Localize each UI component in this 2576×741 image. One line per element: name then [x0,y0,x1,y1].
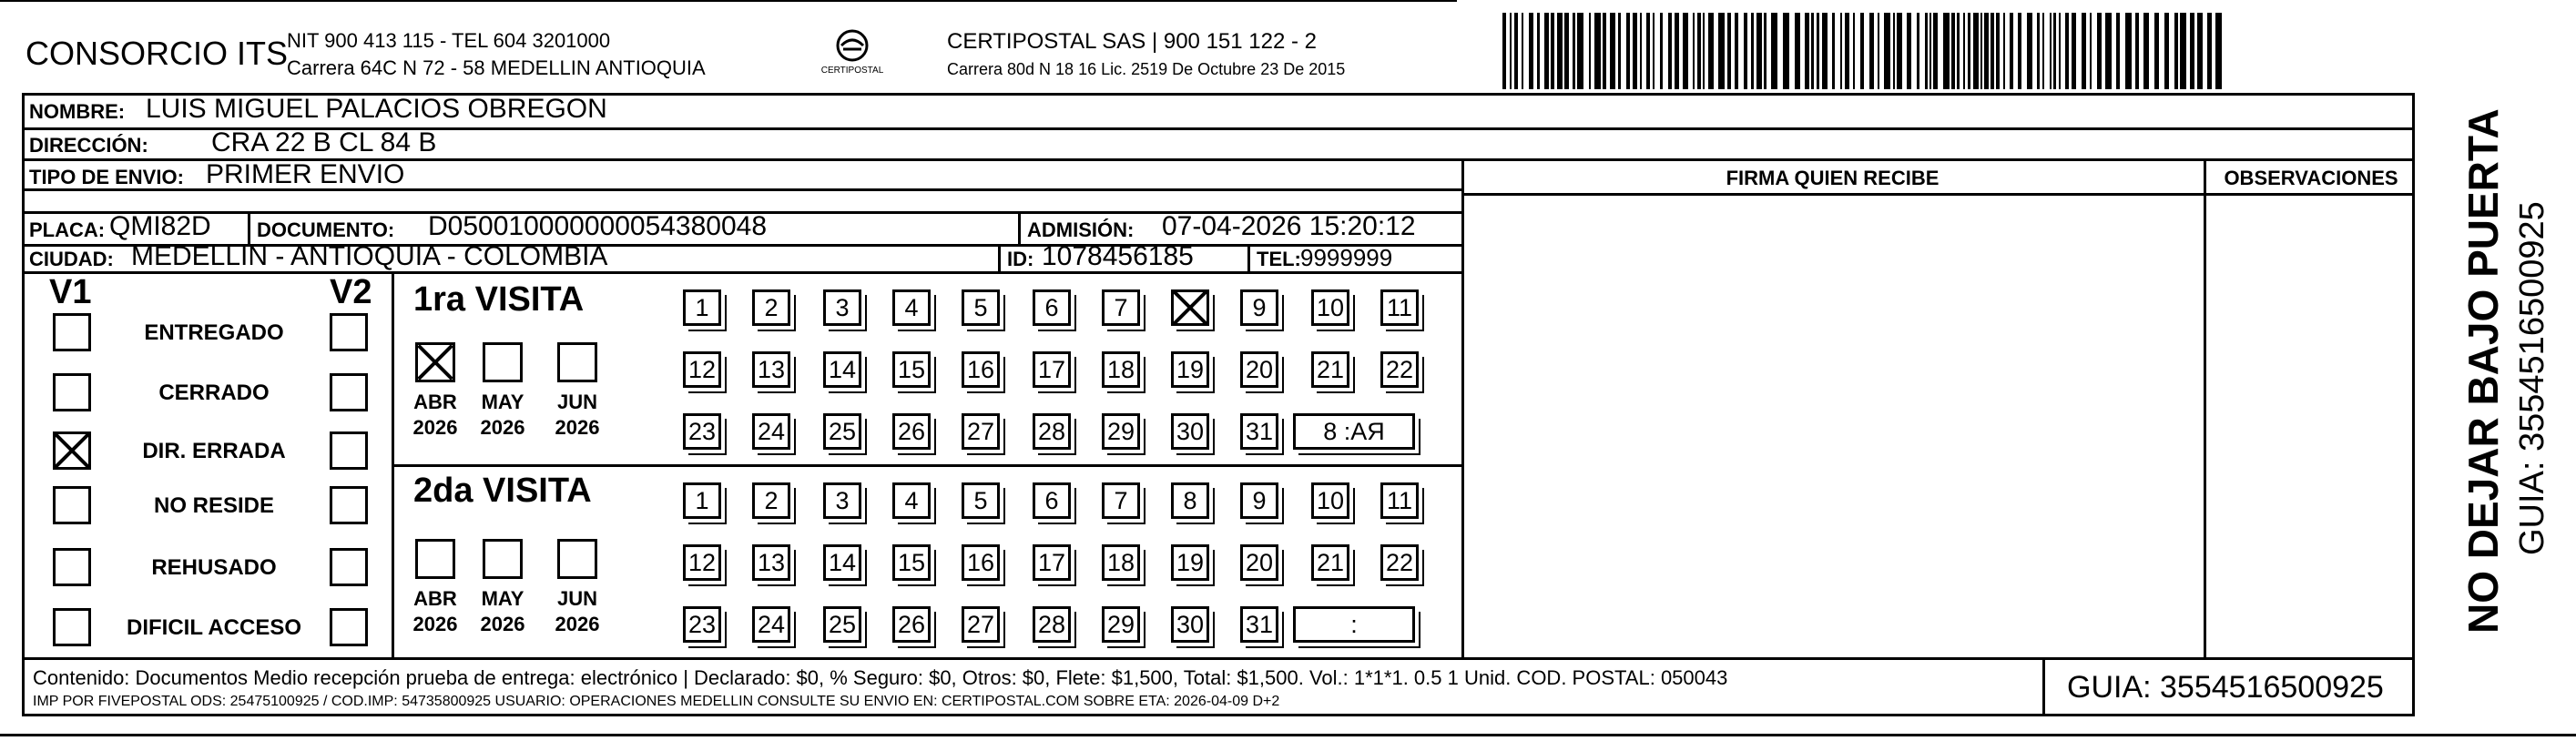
barcode-bar [1963,13,1965,89]
barcode-bar [1811,13,1814,89]
barcode-bar [1869,13,1874,89]
barcode-bar [1951,13,1955,89]
barcode-bar [1703,13,1705,89]
visit2-day-box[interactable]: 24 [752,606,790,643]
visit2-day-box[interactable]: 3 [823,482,861,519]
footer-guia: GUIA: 3554516500925 [2067,670,2384,705]
barcode-bar [2207,13,2212,89]
visit1-day-box[interactable]: 10 [1311,289,1349,326]
status-label: ENTREGADO [144,320,284,345]
barcode-bar [2050,13,2052,89]
barcode-bar [1653,13,1655,89]
visit1-day-box[interactable]: 13 [752,351,790,388]
barcode-bar [1840,13,1842,89]
barcode-bar [1783,13,1789,89]
visit1-day-box[interactable]: 16 [962,351,1000,388]
tel-value: 9999999 [1300,244,1393,271]
side-guia: GUIA: 3554516500925 [2513,201,2551,555]
visit1-day-box[interactable]: 5 [962,289,1000,326]
barcode-bar [2116,13,2120,89]
barcode-bar [1573,13,1575,89]
barcode-bar [1522,13,1523,89]
visit2-day-box[interactable]: 7 [1102,482,1140,519]
barcode-bar [1925,13,1928,89]
barcode-bar [2059,13,2061,89]
barcode-bar [1660,13,1663,89]
visit2-month-checkbox[interactable] [415,539,455,579]
visit1-day-box[interactable]: 26 [892,413,931,450]
barcode-bar [1860,13,1864,89]
barcode-bar [2027,13,2032,89]
barcode-bar [1727,13,1731,89]
barcode-bar [1907,13,1911,89]
v1-checkbox[interactable] [53,313,91,351]
admision-label: ADMISIÓN: [1027,218,1135,241]
barcode-bar [2003,13,2005,89]
barcode-bar [1897,13,1902,89]
visit2-day-box[interactable]: 31 [1240,606,1278,643]
barcode-bar [2042,13,2044,89]
barcode-bar [2018,13,2021,89]
visit1-day-box[interactable]: 21 [1311,351,1349,388]
documento-value: D050010000000054380048 [428,211,768,241]
visit2-day-box[interactable]: 10 [1311,482,1349,519]
v1-checkbox[interactable] [53,431,91,470]
barcode-bar [1980,13,1982,89]
footer-imp: IMP POR FIVEPOSTAL ODS: 25475100925 / COD.IMP: 54735800925 USUARIO: OPERACIONES MEDELLIN CONSULTE SU ENVIO EN: CERTIPOSTAL.COM SOBRE ETA: 2026-04-09 D+2 [33,694,1280,709]
barcode-bar [1917,13,1919,89]
barcode-bar [2125,13,2132,89]
visit1-month-year: 2026 [480,416,525,439]
barcode-bar [1708,13,1714,89]
barcode-bar [1683,13,1688,89]
status-label: NO RESIDE [153,493,275,518]
visit2-day-box[interactable]: 25 [823,606,861,643]
barcode-bar [2154,13,2159,89]
visit2-month-checkbox[interactable] [483,539,523,579]
visit1-day-box[interactable]: 18 [1102,351,1140,388]
visit2-day-box[interactable]: 23 [683,606,721,643]
barcode-bar [1933,13,1938,89]
barcode-bar [1626,13,1630,89]
visit1-day-box[interactable]: 2 [752,289,790,326]
barcode-bar [1646,13,1650,89]
barcode-bar [1557,13,1563,89]
visit2-day-box[interactable]: 29 [1102,606,1140,643]
certipostal-logo [816,27,889,82]
barcode-bar [2072,13,2076,89]
placa-value: QMI82D [109,211,211,241]
v2-header: V2 [330,273,372,311]
barcode-bar [1551,13,1554,89]
ciudad-label: CIUDAD: [29,248,114,270]
visit2-month-label: JUN [556,587,597,610]
barcode-bar [1878,13,1879,89]
visit2-day-box[interactable]: 21 [1311,544,1349,581]
barcode-bar [2197,13,2203,89]
barcode-bar [1817,13,1819,89]
tipo-value: PRIMER ENVIO [206,159,405,189]
barcode-bar [1822,13,1828,89]
visit2-day-box[interactable]: 18 [1102,544,1140,581]
visit2-month-label: MAY [481,587,524,610]
v2-checkbox[interactable] [330,486,368,524]
visit1-month-checkbox[interactable] [483,342,523,382]
row-line [392,464,1464,467]
v2-checkbox[interactable] [330,608,368,646]
row-line [1461,193,2415,196]
visit1-day-box[interactable]: 6 [1033,289,1071,326]
tipo-label: TIPO DE ENVIO: [29,166,184,188]
status-label: DIFICIL ACCESO [126,615,301,640]
barcode-bar [2010,13,2013,89]
col-line [1018,211,1021,246]
tel-label: TEL: [1257,248,1301,270]
footer-contenido: Contenido: Documentos Medio recepción prueba de entrega: electrónico | Declarado: $0, % Seguro: $0, Otros: $0, Flete: $1,500, Total: $1,500. Vol.: 1*1*1. 0.5 1 Unid. COD. POSTAL: 050043 [33,666,1728,689]
visit1-month-label: JUN [556,391,597,413]
v1-header: V1 [49,273,92,311]
visit2-day-box[interactable]: 14 [823,544,861,581]
visit2-day-box[interactable]: 6 [1033,482,1071,519]
barcode-bar [1577,13,1583,89]
v2-checkbox[interactable] [330,548,368,586]
visit1-day-box[interactable]: 22 [1380,351,1419,388]
admision-value: 07-04-2026 15:20:12 [1162,211,1416,241]
barcode-bar [1845,13,1849,89]
barcode-bar [1929,13,1931,89]
visit2-day-box[interactable]: 9 [1240,482,1278,519]
col-line [1247,244,1250,273]
barcode-bar [1795,13,1800,89]
v1-checkbox[interactable] [53,608,91,646]
barcode-bar [1510,13,1512,89]
visit1-day-box[interactable]: 30 [1171,413,1209,450]
barcode-bar [2065,13,2069,89]
barcode-bar [1751,13,1754,89]
visit2-day-box[interactable]: 26 [892,606,931,643]
company-address: Carrera 64C N 72 - 58 MEDELLIN ANTIOQUIA [287,56,706,79]
barcode-bar [1893,13,1895,89]
barcode [1502,13,2231,89]
barcode-bar [2190,13,2194,89]
barcode-bar [2090,13,2092,89]
visit2-day-box[interactable]: 22 [1380,544,1419,581]
barcode-bar [1968,13,1970,89]
visit2-day-box[interactable]: 17 [1033,544,1071,581]
barcode-bar [2105,13,2112,89]
barcode-bar [1589,13,1591,89]
barcode-bar [1603,13,1606,89]
visit1-month-checkbox[interactable] [415,342,455,382]
visit2-month-year: 2026 [555,613,600,635]
side-warning: NO DEJAR BAJO PUERTA [2459,108,2507,634]
visit1-day-box[interactable]: 7 [1102,289,1140,326]
visit2-month-year: 2026 [480,613,525,635]
barcode-bar [1884,13,1890,89]
v2-checkbox[interactable] [330,431,368,470]
barcode-bar [1735,13,1738,89]
visit1-time-box[interactable]: 8 :AЯ [1293,413,1415,450]
visit1-month-checkbox[interactable] [557,342,597,382]
v1-checkbox[interactable] [53,373,91,411]
barcode-bar [2097,13,2102,89]
visit1-day-box[interactable]: 23 [683,413,721,450]
visit1-day-box[interactable]: 27 [962,413,1000,450]
row-line [22,657,2415,660]
col-line [1461,158,1464,659]
visit1-day-box[interactable] [1171,289,1209,326]
barcode-bar [1633,13,1637,89]
visit2-day-box[interactable]: 11 [1380,482,1419,519]
visit1-title: 1ra VISITA [413,280,585,319]
barcode-bar [1594,13,1601,89]
barcode-bar [1984,13,1989,89]
visit1-day-box[interactable]: 20 [1240,351,1278,388]
visit2-day-box[interactable]: 30 [1171,606,1209,643]
barcode-bar [1640,13,1642,89]
barcode-bar [1502,13,1506,89]
col-line [998,244,1001,273]
visit2-month-year: 2026 [412,613,458,635]
barcode-bar [1675,13,1679,89]
visit2-day-box[interactable]: 13 [752,544,790,581]
visit2-day-box[interactable]: 15 [892,544,931,581]
visit2-day-box[interactable]: 19 [1171,544,1209,581]
visit2-day-box[interactable]: 16 [962,544,1000,581]
top-rule [0,0,1457,2]
bottom-rule [0,734,2576,736]
visit1-day-box[interactable]: 31 [1240,413,1278,450]
visit1-day-box[interactable]: 9 [1240,289,1278,326]
barcode-bar [1610,13,1615,89]
visit1-month-label: MAY [481,391,524,413]
placa-label: PLACA: [29,218,106,241]
v1-checkbox[interactable] [53,548,91,586]
status-label: CERRADO [158,381,270,405]
v2-checkbox[interactable] [330,313,368,351]
status-label: DIR. ERRADA [142,439,286,463]
barcode-bar [1618,13,1621,89]
barcode-bar [2215,13,2222,89]
observaciones-header: OBSERVACIONES [2224,167,2398,189]
ciudad-value: MEDELLIN - ANTIOQUIA - COLOMBIA [131,241,608,271]
visit1-month-label: ABR [413,391,457,413]
barcode-bar [1537,13,1540,89]
visit2-day-box[interactable]: 27 [962,606,1000,643]
barcode-bar [1514,13,1518,89]
barcode-bar [1771,13,1777,89]
barcode-bar [1697,13,1701,89]
barcode-bar [2135,13,2139,89]
visit1-day-box[interactable]: 3 [823,289,861,326]
barcode-bar [1744,13,1747,89]
nombre-label: NOMBRE: [29,100,126,123]
visit2-day-box[interactable]: 4 [892,482,931,519]
barcode-bar [1668,13,1672,89]
barcode-bar [2164,13,2169,89]
carrier-line: CERTIPOSTAL SAS | 900 151 122 - 2 [947,29,1317,54]
documento-label: DOCUMENTO: [257,218,395,241]
barcode-bar [1544,13,1549,89]
visit1-month-year: 2026 [412,416,458,439]
visit1-day-box[interactable]: 15 [892,351,931,388]
barcode-bar [1957,13,1960,89]
visit1-day-box[interactable]: 11 [1380,289,1419,326]
barcode-bar [1756,13,1762,89]
col-line [2042,657,2045,716]
v1-checkbox[interactable] [53,486,91,524]
barcode-bar [2143,13,2149,89]
visit1-day-box[interactable]: 1 [683,289,721,326]
barcode-bar [1529,13,1533,89]
status-label: REHUSADO [151,555,277,580]
barcode-bar [1853,13,1855,89]
direccion-label: DIRECCIÓN: [29,134,148,157]
id-label: ID: [1007,248,1034,270]
direccion-value: CRA 22 B CL 84 B [211,127,437,157]
visit2-day-box[interactable]: 2 [752,482,790,519]
barcode-bar [2037,13,2040,89]
visit2-day-box[interactable]: 28 [1033,606,1071,643]
visit2-time-box[interactable]: : [1293,606,1415,643]
visit2-day-box[interactable]: 20 [1240,544,1278,581]
visit1-day-box[interactable]: 19 [1171,351,1209,388]
carrier-address: Carrera 80d N 18 16 Lic. 2519 De Octubre 23 De 2015 [947,60,1346,78]
barcode-bar [1805,13,1809,89]
visit2-day-box[interactable]: 8 [1171,482,1209,519]
visit1-day-box[interactable]: 12 [683,351,721,388]
barcode-bar [1564,13,1569,89]
visit2-day-box[interactable]: 1 [683,482,721,519]
barcode-bar [1718,13,1725,89]
barcode-bar [2174,13,2178,89]
visit1-day-box[interactable]: 4 [892,289,931,326]
visit2-month-label: ABR [413,587,457,610]
barcode-bar [1764,13,1767,89]
barcode-bar [1693,13,1695,89]
nombre-value: LUIS MIGUEL PALACIOS OBREGON [146,94,607,124]
visit1-day-box[interactable]: 29 [1102,413,1140,450]
barcode-bar [2082,13,2086,89]
visit2-month-checkbox[interactable] [557,539,597,579]
id-value: 1078456185 [1042,241,1194,271]
barcode-bar [1996,13,2000,89]
col-line [2204,158,2206,659]
barcode-bar [2053,13,2056,89]
firma-header: FIRMA QUIEN RECIBE [1726,167,1940,189]
visit1-month-year: 2026 [555,416,600,439]
company-nit: NIT 900 413 115 - TEL 604 3201000 [287,29,611,52]
visit1-day-box[interactable]: 28 [1033,413,1071,450]
barcode-bar [1943,13,1950,89]
visit1-day-box[interactable]: 24 [752,413,790,450]
company-name: CONSORCIO ITS [25,35,289,72]
visit2-day-box[interactable]: 5 [962,482,1000,519]
barcode-bar [1832,13,1835,89]
visit1-day-box[interactable]: 17 [1033,351,1071,388]
visit2-title: 2da VISITA [413,472,592,510]
visit2-day-box[interactable]: 12 [683,544,721,581]
barcode-bar [2180,13,2186,89]
barcode-bar [1991,13,1994,89]
v2-checkbox[interactable] [330,373,368,411]
visit1-day-box[interactable]: 25 [823,413,861,450]
svg-text:CERTIPOSTAL: CERTIPOSTAL [820,66,884,76]
visit1-day-box[interactable]: 14 [823,351,861,388]
barcode-bar [1973,13,1979,89]
